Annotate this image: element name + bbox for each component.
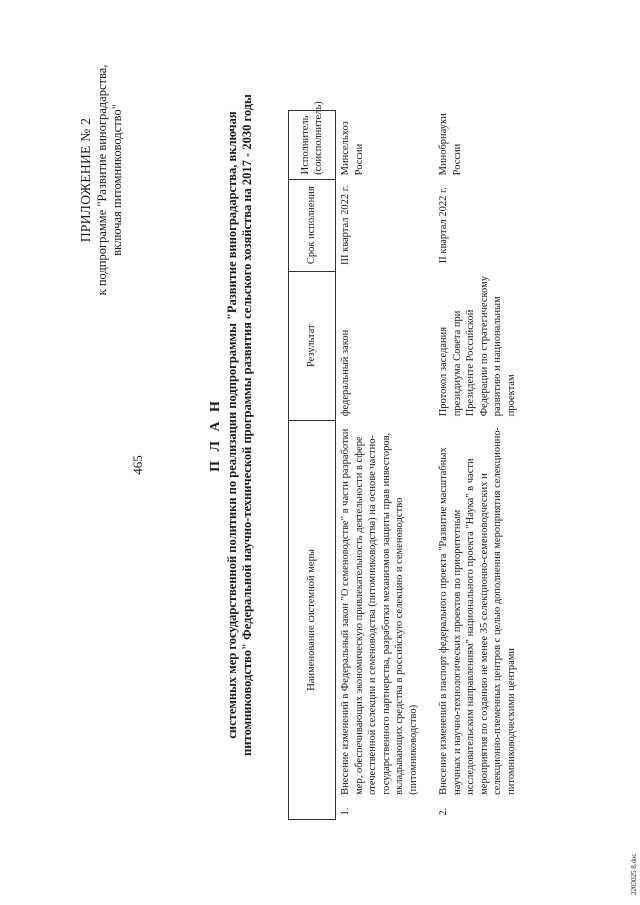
plan-heading-line2: питомниководство" Федеральной научно-технической программы развития сельского хозяйства на 2017 - 2030 годы — [239, 94, 254, 756]
row-executor: Минобрнауки России — [438, 113, 463, 176]
plan-heading — [225, 50, 254, 800]
row-number: 1. — [340, 807, 351, 816]
appendix-subtitle-line2: включая питомниководство" — [110, 104, 124, 256]
plan-heading-line1: системных мер государственной политики по реализации подпрограммы "Развитие виноградарства, включая — [225, 111, 239, 739]
header-name: Наименование системной меры — [289, 420, 336, 819]
table-row — [434, 111, 521, 820]
table-header-row — [289, 111, 336, 820]
row-measure-name: Внесение изменений в Федеральный закон "О семеноводстве" в части разработки мер, обеспечивающих экономическую привлекательность деятельности в сфере отечественной селекции и семеноводства (питомниководства) на основе частно-государственного партнерства, разработки механизмов защиты прав инвесторов, вкладывающих средства в российскую селекцию и семеноводство (питомниководство) — [340, 428, 419, 795]
measures-table — [288, 101, 521, 820]
row-executor: Минсельхоз России — [340, 121, 365, 176]
row-term: III квартал 2022 г. — [340, 185, 351, 266]
appendix-subtitle — [95, 20, 125, 340]
row-result: федеральный закон — [340, 329, 351, 417]
row-measure-name: Внесение изменений в паспорт федерального проекта "Развитие масштабных научных и научно-технологических проектов по приоритетным исследовательским направлениям" национального проекта "Наука" в части мероприятия по созданию не менее 35 селекционно-семеноводческих и селекционно-племенных центров с целью дополнения мероприятия селекционно-питомниководческими центрами — [438, 426, 517, 795]
row-result: Протокол заседания президиума Совета при Президенте Российской Федерации по стратегическому развитию и национальным проектам — [438, 276, 517, 417]
table-row — [336, 111, 435, 820]
appendix-title: ПРИЛОЖЕНИЕ № 2 — [78, 117, 93, 243]
header-executor: Исполнитель (соисполнитель) — [289, 111, 336, 180]
document-id: 2203025 8.doc — [630, 853, 638, 895]
header-term: Срок исполнения — [289, 179, 336, 271]
appendix-subtitle-line1: к подпрограмме "Развитие виноградарства, — [95, 64, 109, 296]
row-term: II квартал 2022 г. — [438, 187, 449, 264]
plan-title: П Л А Н — [208, 398, 223, 472]
page-number: 465 — [130, 455, 145, 475]
row-number: 2. — [438, 807, 449, 816]
header-result: Результат — [289, 271, 336, 420]
